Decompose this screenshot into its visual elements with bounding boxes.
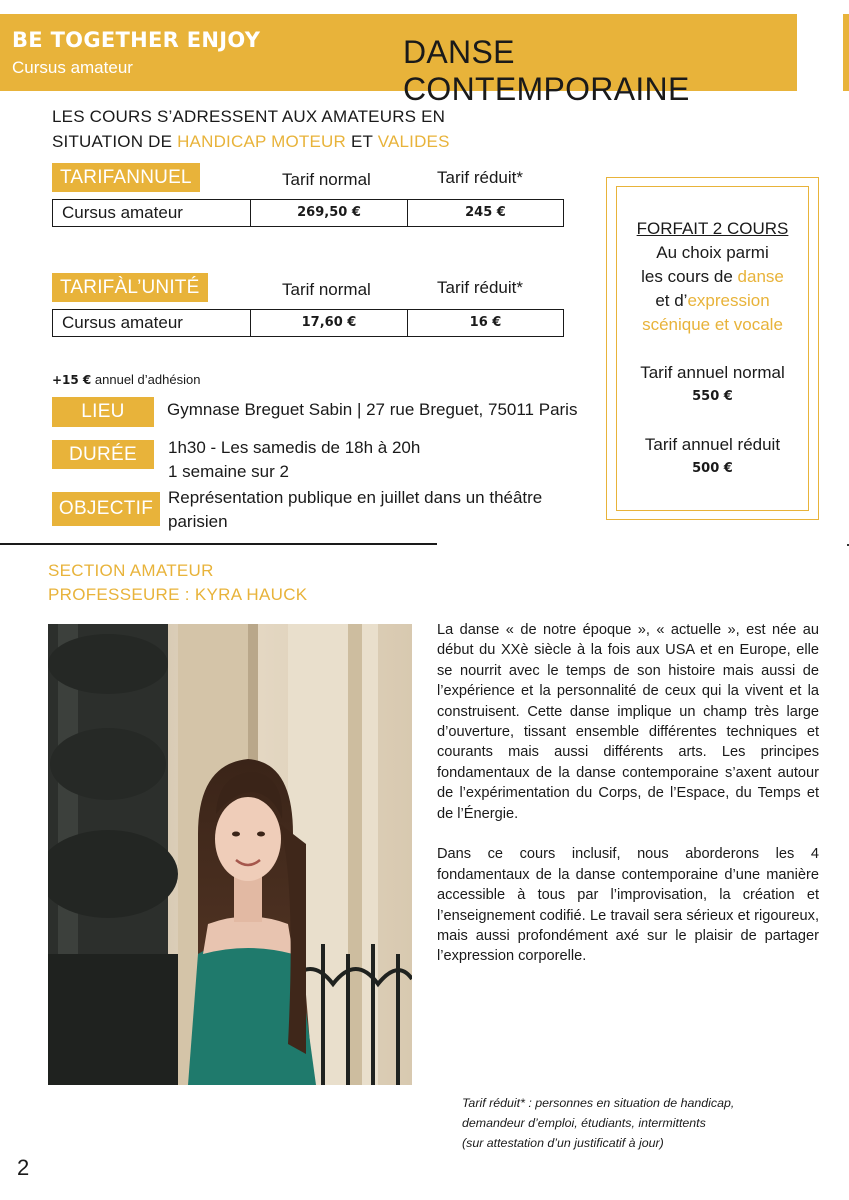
tarif-annuel-tag: TARIFANNUEL [52,163,200,192]
footnote-line-2: demandeur d’emploi, étudiants, intermittents [462,1116,706,1130]
edge-tab [843,14,849,91]
objectif-line-2: parisien [168,512,228,531]
footnote-line-1: Tarif réduit* : personnes en situation de handicap, [462,1096,735,1110]
page-number: 2 [17,1155,30,1180]
lieu-label: LIEU [52,397,154,427]
duree-text [168,436,420,484]
forfait-spacer [617,409,808,433]
tarif-unite-row [52,309,564,337]
brand-name: BE TOGETHER ENJOY [12,28,261,52]
forfait-highlight-danse: danse [737,267,784,286]
forfait-line-3 [617,289,808,313]
footnote [462,1093,819,1153]
tarif-unite-col-reduit: Tarif réduit* [437,278,523,297]
tarif-unite-tag: TARIFÀL’UNITÉ [52,273,208,302]
section-divider [0,543,437,545]
price-reduit: 245 € [465,205,506,220]
section-heading [48,559,307,607]
footnote-line-3: (sur attestation d’un justificatif à jour) [462,1136,664,1150]
objectif-label: OBJECTIF [52,492,160,526]
description-paragraph-1: La danse « de notre époque », « actuelle », est née au début du XXè siècle à la fois aux USA et en Europe, elle se nourrit avec le temps de son histoire mais aussi de l’expérience et la personnalité de ceux qui la vivent et la construisent. Cette danse implique un champ très large d’ouverture, tissant ensemble différentes techniques et courants mais aussi différents arts. Les principes fondamentaux de la danse contemporaine s’axent autour de l’expérimentation du Corps, de l’Espace, du Temps et de l’Énergie. [437,622,819,822]
forfait-line-4: scénique et vocale [642,315,783,334]
intro-text-part: ET [346,132,378,151]
adhesion-text: annuel d’adhésion [91,372,201,387]
intro-text [52,104,450,154]
forfait-highlight-expression: expression [687,291,770,310]
intro-text-part: SITUATION DE [52,132,178,151]
forfait-box [616,186,809,511]
forfait-spacer [617,337,808,361]
forfait-line-2 [617,265,808,289]
duree-label: DURÉE [52,440,154,469]
tarif-annuel-row [52,199,564,227]
section-title: SECTION AMATEUR [48,561,214,580]
intro-highlight-handicap: HANDICAP MOTEUR [177,132,347,151]
row-label: Cursus amateur [53,310,251,336]
objectif-text [168,486,542,534]
tarif-annuel-col-normal: Tarif normal [282,170,371,189]
forfait-text-part: les cours de [641,267,738,286]
objectif-line-1: Représentation publique en juillet dans un théâtre [168,488,543,507]
lieu-text: Gymnase Breguet Sabin | 27 rue Breguet, 75011 Paris [167,400,578,419]
tarif-unite-col-normal: Tarif normal [282,280,371,299]
description-text [437,620,819,967]
teacher-name: PROFESSEURE : KYRA HAUCK [48,585,308,604]
duree-line-2: 1 semaine sur 2 [168,462,289,481]
price-normal: 17,60 € [251,310,408,336]
price-normal: 269,50 € [251,200,408,226]
tarif-annuel-col-reduit: Tarif réduit* [437,168,523,187]
forfait-line-1: Au choix parmi [656,243,769,262]
forfait-reduit-label: Tarif annuel réduit [644,435,781,454]
forfait-normal-price: 550 € [692,389,733,404]
forfait-text-part: et d’ [655,291,688,310]
header-subtitle: Cursus amateur [12,58,133,77]
adhesion-note [52,372,200,387]
forfait-reduit-price: 500 € [692,461,733,476]
adhesion-amount: +15 € [52,373,92,387]
duree-line-1: 1h30 - Les samedis de 18h à 20h [168,438,421,457]
forfait-normal-label: Tarif annuel normal [640,363,785,382]
description-paragraph-2: Dans ce cours inclusif, nous aborderons les 4 fondamentaux de la danse contemporaine d’une manière accessible à tous par l’improvisation, la création et l’enseignement codifié. Le travail sera sérieux et rigoureux, mais aussi profondément axé sur le plaisir de partager l’expression corporelle. [437,846,819,965]
intro-line-2 [52,129,450,154]
price-reduit: 16 € [469,315,502,330]
intro-highlight-valides: VALIDES [377,132,450,151]
intro-line-1: LES COURS S’ADRESSENT AUX AMATEURS EN [52,107,446,126]
header-banner [0,14,797,107]
teacher-photo [48,624,412,1085]
page-title: DANSE CONTEMPORAINE [403,34,690,107]
forfait-title: FORFAIT 2 COURS [636,219,789,238]
row-label: Cursus amateur [53,200,251,226]
